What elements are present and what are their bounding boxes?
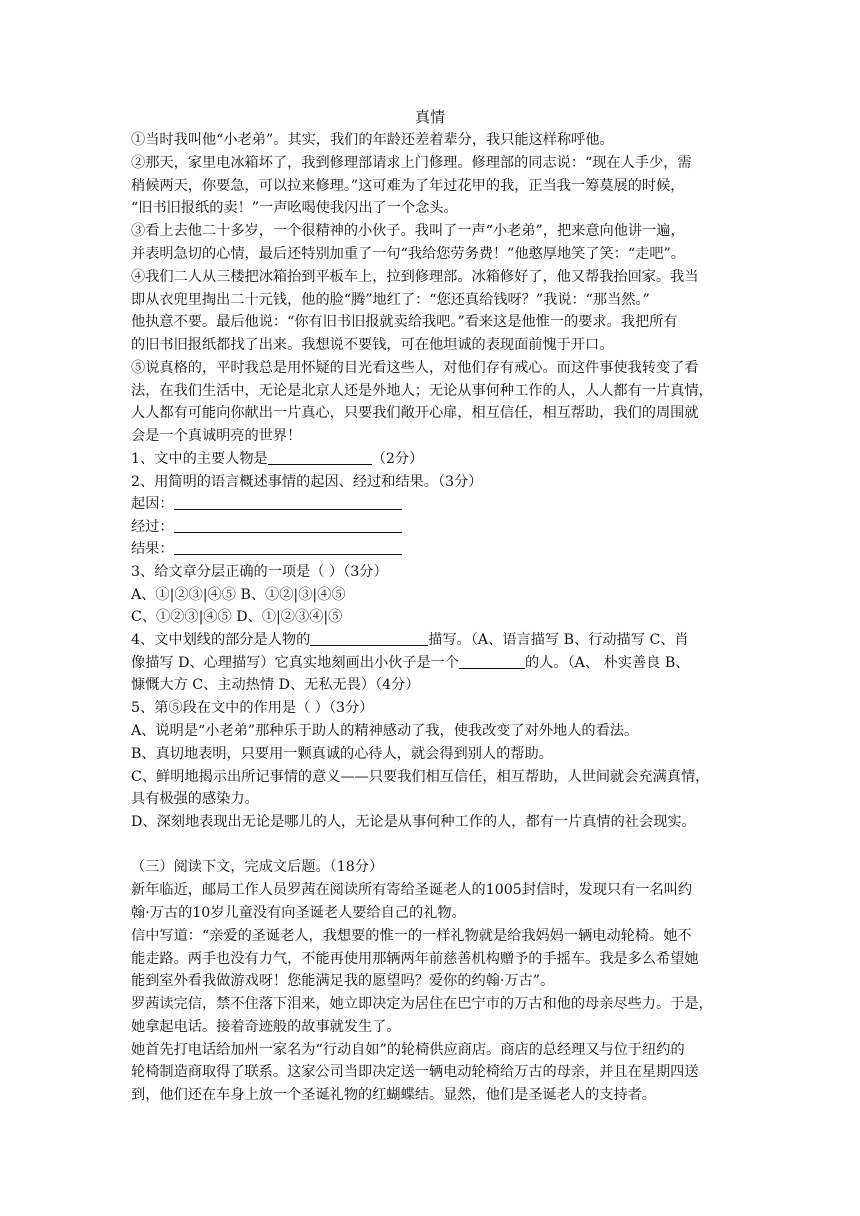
question-3: 3、给文章分层正确的一项是（ ）（3分） bbox=[131, 564, 388, 580]
passage-line: ②那天，家里电冰箱坏了，我到修理部请求上门修理。修理部的同志说：“现在人手少，需 bbox=[131, 155, 692, 171]
answer-blank[interactable] bbox=[268, 449, 372, 465]
passage-line: 即从衣兜里掏出二十元钱，他的脸“腾”地红了：“您还真给钱呀？”我说：“那当然。” bbox=[131, 292, 650, 308]
question-3-options-ab: A、①|②③|④⑤ B、①②|③|④⑤ bbox=[131, 587, 346, 603]
question-2-cause bbox=[131, 494, 751, 514]
result-blank[interactable] bbox=[174, 539, 402, 555]
passage-line: 能到室外看我做游戏呀！您能满足我的愿望吗？爱你的约翰·万古”。 bbox=[131, 973, 555, 989]
passage-line: ④我们二人从三楼把冰箱抬到平板车上，拉到修理部。冰箱修好了，他又帮我抬回家。我当 bbox=[131, 269, 699, 285]
question-4-line-2 bbox=[131, 653, 751, 673]
question-5-option-b: B、真切地表明，只要用一颗真诚的心待人，就会得到别人的帮助。 bbox=[131, 746, 553, 762]
passage-line: 罗茜读完信，禁不住落下泪来，她立即决定为居住在巴宁市的万古和他的母亲尽些力。于是， bbox=[131, 996, 713, 1012]
answer-blank[interactable] bbox=[310, 630, 428, 646]
cause-blank[interactable] bbox=[174, 494, 402, 510]
passage-line: 法，在我们生活中，无论是北京人还是外地人；无论从事何种工作的人，人人都有一片真情， bbox=[131, 383, 713, 399]
question-4-text: 描写。（A、语言描写 B、行动描写 C、肖 bbox=[428, 632, 689, 648]
passage-line: ⑤说真格的，平时我总是用怀疑的目光看这些人，对他们存有戒心。而这件事使我转变了看 bbox=[131, 360, 699, 376]
question-1-text: 1、文中的主要人物是 bbox=[131, 451, 268, 467]
passage-line: ①当时我叫他“小老弟”。其实，我们的年龄还差着辈分，我只能这样称呼他。 bbox=[131, 132, 614, 148]
passage-line: 人人都有可能向你献出一片真心，只要我们敞开心扉，相互信任，相互帮助，我们的周围就 bbox=[131, 405, 699, 421]
passage-line: 的旧书旧报纸都找了出来。我想说不要钱，可在他坦诚的表现面前愧于开口。 bbox=[131, 337, 614, 353]
question-3-options-cd: C、①②③|④⑤ D、①|②③④|⑤ bbox=[131, 609, 343, 625]
question-5-option-d: D、深刻地表现出无论是哪儿的人，无论是从事何种工作的人，都有一片真情的社会现实。 bbox=[131, 814, 696, 830]
question-4-line-3: 慷慨大方 C、主动热情 D、无私无畏）（4分） bbox=[131, 677, 420, 693]
result-label: 结果： bbox=[131, 541, 174, 557]
passage-line: 她首先打电话给加州一家名为“行动自如”的轮椅供应商店。商店的总经理又与位于纽约的 bbox=[131, 1042, 685, 1058]
question-5-option-c: C、鲜明地揭示出所记事情的意义——只要我们相互信任，相互帮助，人世间就会充满真情， bbox=[131, 769, 710, 785]
passage-line: 并表明急切的心情，最后还特别加重了一句“我给您劳务费！”他憨厚地笑了笑：“走吧”。 bbox=[131, 246, 685, 262]
passage-line: 会是一个真诚明亮的世界！ bbox=[131, 428, 302, 444]
cause-label: 起因： bbox=[131, 496, 174, 512]
passage-line: 新年临近，邮局工作人员罗茜在阅读所有寄给圣诞老人的1005封信时，发现只有一名叫约 bbox=[131, 882, 693, 898]
passage-line: 到，他们还在车身上放一个圣诞礼物的红蝴蝶结。显然，他们是圣诞老人的支持者。 bbox=[131, 1087, 656, 1103]
question-4-line-1 bbox=[131, 630, 751, 650]
process-label: 经过： bbox=[131, 519, 174, 535]
question-4-text: 4、文中划线的部分是人物的 bbox=[131, 632, 311, 648]
passage-line: “旧书旧报纸的卖！”一声吆喝使我闪出了一个念头。 bbox=[131, 200, 458, 216]
question-4-text: 的人。（A、 朴实善良 B、 bbox=[525, 655, 690, 671]
passage-title: 真情 bbox=[414, 108, 445, 126]
section-3-heading: （三）阅读下文，完成文后题。（18分） bbox=[131, 859, 384, 875]
question-2-result bbox=[131, 539, 751, 559]
question-4-text: 像描写 D、心理描写）它真实地刻画出小伙子是一个 bbox=[131, 655, 460, 671]
passage-line: 信中写道：“亲爱的圣诞老人，我想要的惟一的一样礼物就是给我妈妈一辆电动轮椅。她不 bbox=[131, 928, 692, 944]
passage-line: 他执意不要。最后他说：“你有旧书旧报就卖给我吧。”看来这是他惟一的要求。我把所有 bbox=[131, 314, 678, 330]
answer-blank[interactable] bbox=[459, 653, 525, 669]
passage-line: ③看上去他二十多岁，一个很精神的小伙子。我叫了一声“小老弟”，把来意向他讲一遍， bbox=[131, 223, 685, 239]
question-2: 2、用简明的语言概述事情的起因、经过和结果。（3分） bbox=[131, 474, 483, 490]
question-5-option-c-cont: 具有极强的感染力。 bbox=[131, 791, 259, 807]
passage-line: 轮椅制造商取得了联系。这家公司当即决定送一辆电动轮椅给万古的母亲，并且在星期四送 bbox=[131, 1064, 699, 1080]
passage-line: 能走路。两手也没有力气，不能再使用那辆两年前慈善机构赠予的手摇车。我是多么希望她 bbox=[131, 951, 699, 967]
passage-line: 稍候两天，你要急，可以拉来修理。”这可难为了年过花甲的我，正当我一筹莫展的时候， bbox=[131, 178, 685, 194]
question-1-score: （2分） bbox=[371, 451, 424, 467]
question-5: 5、第⑤段在文中的作用是（ ）（3分） bbox=[131, 700, 374, 716]
passage-line: 翰·万古的10岁儿童没有向圣诞老人要给自己的礼物。 bbox=[131, 905, 466, 921]
question-2-process bbox=[131, 517, 751, 537]
question-1 bbox=[131, 449, 751, 469]
process-blank[interactable] bbox=[174, 517, 402, 533]
passage-line: 她拿起电话。接着奇迹般的故事就发生了。 bbox=[131, 1019, 401, 1035]
question-5-option-a: A、说明是“小老弟”那种乐于助人的精神感动了我，使我改变了对外地人的看法。 bbox=[131, 723, 639, 739]
